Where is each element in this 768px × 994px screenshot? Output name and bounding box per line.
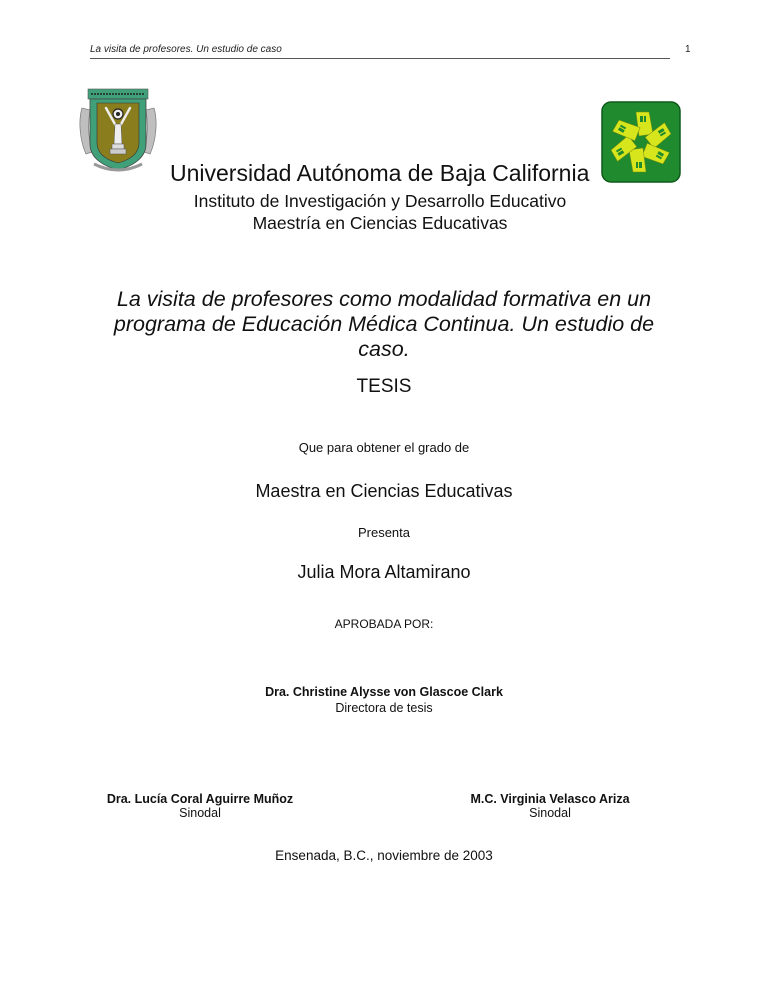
uabc-shield-logo <box>78 86 158 174</box>
sinodal-right <box>380 792 720 820</box>
place-and-date: Ensenada, B.C., noviembre de 2003 <box>275 848 493 863</box>
thesis-title-line: caso. <box>358 337 410 361</box>
institute-name: Instituto de Investigación y Desarrollo Educativo <box>193 191 567 211</box>
degree-name: Maestra en Ciencias Educativas <box>255 481 513 501</box>
document-type: TESIS <box>356 376 412 397</box>
running-header <box>90 44 670 58</box>
thesis-title-line: La visita de profesores como modalidad formativa en un <box>116 287 652 311</box>
sinodal-role: Sinodal <box>529 806 571 820</box>
sinodal-role: Sinodal <box>179 806 221 820</box>
program-name: Maestría en Ciencias Educativas <box>252 213 508 233</box>
sinodal-left <box>60 792 340 820</box>
running-title: La visita de profesores. Un estudio de caso <box>90 44 282 55</box>
header-divider <box>90 58 670 59</box>
university-name: Universidad Autónoma de Baja California <box>170 160 590 186</box>
thesis-title-line: programa de Educación Médica Continua. Un estudio de <box>113 312 655 336</box>
director-name: Dra. Christine Alysse von Glascoe Clark <box>265 685 503 699</box>
page-number: 1 <box>685 44 691 55</box>
author-name: Julia Mora Altamirano <box>297 562 471 582</box>
sinodal-name: Dra. Lucía Coral Aguirre Muñoz <box>106 792 294 806</box>
director-role: Directora de tesis <box>335 701 433 715</box>
presents-label: Presenta <box>357 525 411 540</box>
iide-green-logo <box>601 101 681 183</box>
sinodal-name: M.C. Virginia Velasco Ariza <box>470 792 630 806</box>
purpose-text: Que para obtener el grado de <box>298 440 470 455</box>
thesis-title <box>100 287 668 362</box>
approved-by-label: APROBADA POR: <box>334 617 434 631</box>
